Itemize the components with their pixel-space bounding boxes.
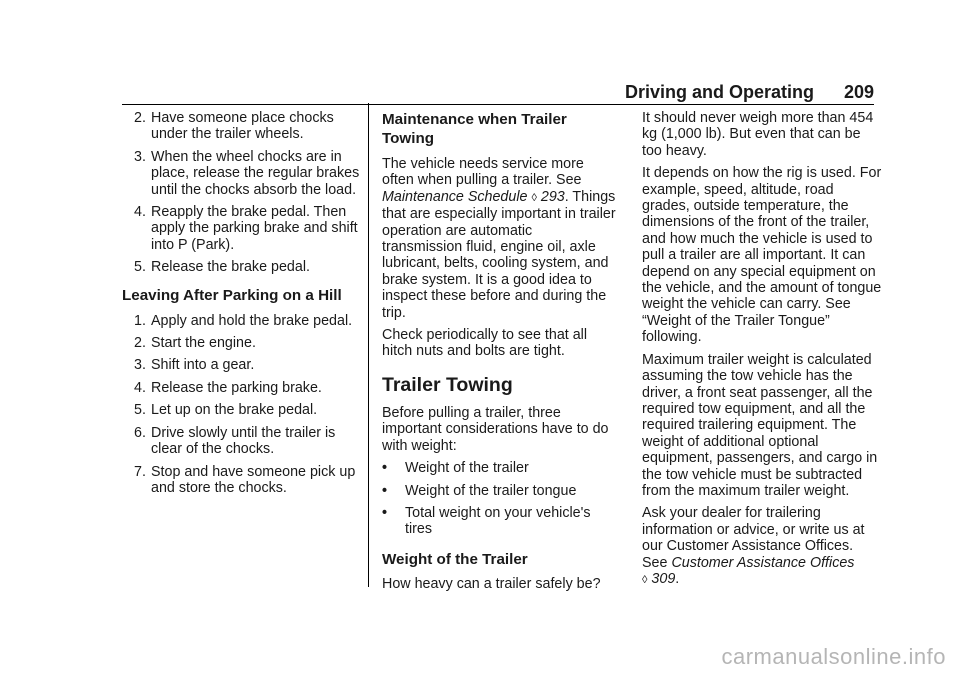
heading-maintenance: Maintenance when Trailer Towing: [382, 111, 567, 147]
page-ref[interactable]: 309: [651, 570, 676, 587]
paragraph: The vehicle needs service more often when pulling a trailer. See Maintenance Schedule ◊ 293. Things that are especially important in trailer operation are automatic transmission fluid, engine oil, axle lubricant, belts, cooling system, and brake system. It is a good idea to inspect these before and during the trip.: [382, 156, 616, 321]
paragraph: It should never weigh more than 454 kg (1,000 lb). But even that can be too heavy.: [642, 110, 874, 159]
link-customer-assistance[interactable]: Customer Assistance Offices: [671, 554, 855, 571]
heading-trailer-towing: Trailer Towing: [382, 373, 513, 396]
page-ref-icon: ◊: [531, 191, 537, 204]
column-divider: [368, 103, 369, 587]
heading-weight-of-trailer: Weight of the Trailer: [382, 550, 528, 568]
paragraph: Before pulling a trailer, three important considerations have to do with weight:: [382, 404, 609, 454]
column-left: [122, 110, 362, 502]
page-header: [122, 82, 874, 105]
column-middle: [382, 110, 616, 598]
list-item: • Total weight on your vehicle's tires: [382, 504, 591, 538]
list-item: 3. Shift into a gear.: [134, 357, 255, 374]
list-item: 3. When the wheel chocks are in place, release the regular brakes until the chocks absorb the load.: [134, 148, 360, 198]
list-item: 2. Start the engine.: [134, 335, 256, 352]
page-number: 209: [843, 82, 874, 102]
link-maintenance-schedule[interactable]: Maintenance Schedule: [382, 188, 528, 205]
list-item: • Weight of the trailer: [382, 460, 529, 477]
column-right: [642, 110, 882, 594]
list-item: 2. Have someone place chocks under the trailer wheels.: [134, 110, 334, 143]
list-item: 5. Release the brake pedal.: [134, 259, 310, 276]
list-item: 1. Apply and hold the brake pedal.: [134, 312, 353, 329]
bullet-icon: •: [382, 482, 388, 499]
list-item: • Weight of the trailer tongue: [382, 482, 577, 499]
paragraph: Maximum trailer weight is calculated assuming the tow vehicle has the driver, a front seat passenger, all the required tow equipment, and all the required trailering equipment. The weight of additional optional equipment, passengers, and cargo in the tow vehicle must be subtracted from the maximum trailer weight.: [642, 351, 878, 499]
bullet-icon: •: [382, 460, 388, 477]
list-item: 4. Release the parking brake.: [134, 379, 322, 396]
paragraph: Ask your dealer for trailering information or advice, or write us at our Customer Assistance Offices. See Customer Assistance Offices ◊ 309.: [642, 505, 865, 587]
list-item: 4. Reapply the brake pedal. Then apply the parking brake and shift into P (Park).: [134, 204, 358, 253]
section-title: Driving and Operating: [624, 82, 814, 102]
heading-leaving-after-parking: Leaving After Parking on a Hill: [122, 286, 342, 304]
list-item: 7. Stop and have someone pick up and store the chocks.: [134, 463, 356, 496]
paragraph: Check periodically to see that all hitch nuts and bolts are tight.: [382, 327, 588, 360]
list-item: 6. Drive slowly until the trailer is clear of the chocks.: [134, 424, 336, 458]
paragraph: How heavy can a trailer safely be?: [382, 575, 601, 592]
list-item: 5. Let up on the brake pedal.: [134, 402, 318, 419]
watermark: carmanualsonline.info: [721, 644, 946, 669]
bullet-icon: •: [382, 504, 388, 521]
page-ref[interactable]: 293: [540, 188, 565, 205]
page-ref-icon: ◊: [642, 573, 648, 586]
paragraph: It depends on how the rig is used. For example, speed, altitude, road grades, outside temperature, the dimensions of the front of the trailer, and how much the vehicle is used to pull a trailer are all important. It can depend on any special equipment on the vehicle, and the amount of tongue weight the vehicle can carry. See “Weight of the Trailer Tongue” following.: [642, 165, 882, 346]
